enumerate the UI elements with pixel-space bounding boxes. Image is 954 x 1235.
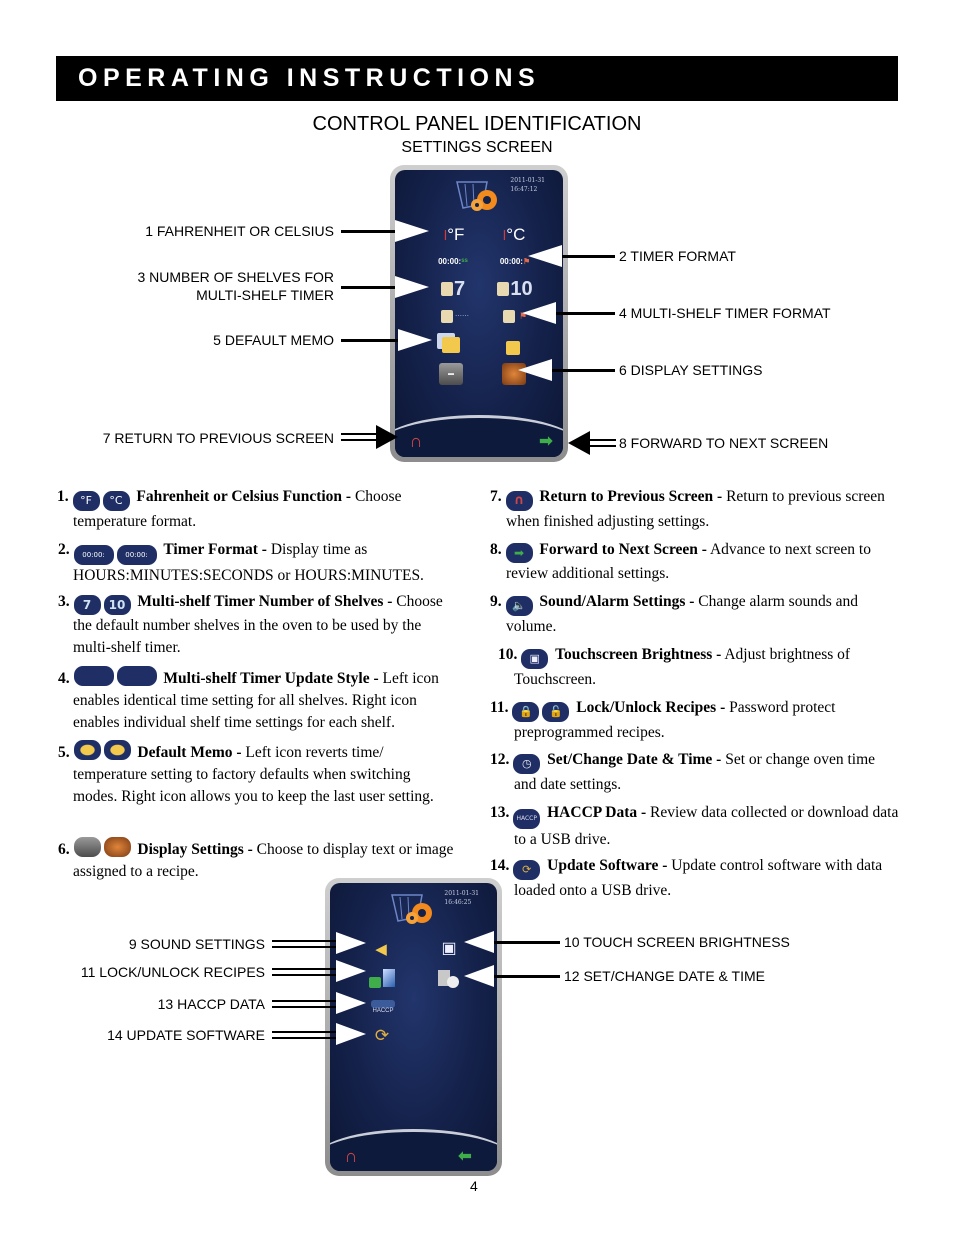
pointer-line [341, 230, 401, 233]
oven-rack-icon [497, 282, 509, 296]
return-arch-icon: ∩ [409, 430, 423, 451]
callout-4: 4 MULTI-SHELF TIMER FORMAT [619, 305, 831, 321]
arrow-icon [336, 932, 366, 954]
callout-7: 7 RETURN TO PREVIOUS SCREEN [102, 430, 334, 446]
back-arrow-button[interactable] [454, 1147, 476, 1165]
shelves-10-button[interactable]: 10 [495, 277, 535, 301]
haccp-icon: HACCP [513, 809, 540, 829]
desc-item-8: 8. ➡ Forward to Next Screen - Advance to next screen to review additional settings. [490, 541, 871, 582]
desc-item-14: 14. ⟳ Update Software - Update control software with data loaded onto a USB drive. [490, 857, 883, 899]
back-arrow-icon: ⬅ [458, 1148, 472, 1165]
callout-8: 8 FORWARD TO NEXT SCREEN [619, 435, 829, 451]
oven-rack-icon [441, 282, 453, 296]
thermometer-icon: ǀ [502, 227, 507, 243]
pointer-line [490, 941, 560, 944]
desc-item-5: 5. Default Memo - Left icon reverts time/ temperature setting to factory defaults when switching modes. Right icon allows you to keep the last user setting. [58, 740, 458, 808]
desc-item-10: 10. ▣ Touchscreen Brightness - Adjust brightness of Touchscreen. [498, 646, 851, 688]
timer-hm-icon: 00:00: [117, 545, 157, 565]
timer-hms-button[interactable]: 00:00: ss [438, 256, 468, 266]
oven-rack-icon [441, 310, 453, 323]
pointer-line [545, 369, 615, 372]
return-button[interactable] [405, 432, 427, 450]
desc-item-12: 12. ◷ Set/Change Date & Time - Set or change oven time and date settings. [490, 751, 876, 793]
section-title: CONTROL PANEL IDENTIFICATION [312, 113, 642, 135]
desc-item-13: 13. HACCP HACCP Data - Review data collected or download data to a USB drive. [490, 804, 899, 848]
section-subtitle: SETTINGS SCREEN [401, 139, 553, 156]
pointer-line [272, 1000, 340, 1008]
text-display-icon: ▬ [448, 371, 454, 377]
forward-icon: ➡ [506, 543, 533, 563]
arrow-icon [376, 425, 398, 449]
callout-1: 1 FAHRENHEIT OR CELSIUS [145, 223, 334, 239]
pointer-line [586, 439, 616, 447]
sound-settings-button[interactable] [370, 939, 392, 959]
arrow-icon [464, 965, 494, 987]
desc-item-3: 3. 7 10 Multi-shelf Timer Number of Shelves - Choose the default number shelves in the oven to be used by the multi-shelf timer. [58, 593, 443, 656]
pointer-line [341, 339, 401, 342]
callout-10: 10 TOUCH SCREEN BRIGHTNESS [564, 934, 790, 950]
fahrenheit-icon: °F [73, 491, 100, 511]
timer-hms-icon: 00:00: [74, 545, 114, 565]
callout-12: 12 SET/CHANGE DATE & TIME [564, 968, 765, 984]
lock-icon: 🔒 [512, 702, 539, 722]
settings-gear-logo-icon [388, 891, 440, 927]
update-software-button[interactable] [370, 1024, 394, 1048]
haccp-icon [371, 1000, 395, 1008]
celsius-icon: °C [103, 491, 130, 511]
arrow-icon [398, 329, 432, 351]
return-icon: ∩ [506, 491, 533, 511]
display-text-icon [74, 837, 101, 857]
shelves-7-icon: 7 [74, 595, 101, 615]
celsius-button[interactable]: ǀ °C [502, 225, 526, 244]
pointer-line [341, 433, 381, 441]
desc-item-1: 1. °F °C Fahrenheit or Celsius Function - Choose temperature format. [57, 488, 402, 530]
flag-icon: ⚑ [522, 256, 531, 266]
lock-unlock-button[interactable] [366, 966, 398, 990]
forward-arrow-icon: ➡ [539, 433, 553, 450]
memo-reset-icon [442, 337, 460, 353]
multi-shelf-identical-icon [74, 666, 114, 686]
settings-gear-logo-icon [453, 178, 505, 214]
screen-clock: 2011-01-31 16:46:25 [444, 890, 479, 906]
brightness-button[interactable] [438, 937, 460, 959]
multi-shelf-individual-icon [117, 666, 157, 686]
display-image-icon [104, 837, 131, 857]
arrow-icon [522, 302, 556, 324]
desc-item-4: 4. Multi-shelf Timer Update Style - Left icon enables identical time setting for all shelves. Right icon enables individual shelf time settings for each shelf. [58, 666, 458, 734]
pointer-line [272, 940, 340, 948]
arrow-icon [336, 992, 366, 1014]
arrow-icon [395, 220, 429, 242]
callout-13: 13 HACCP DATA [157, 996, 265, 1012]
update-software-icon: ⟳ [513, 860, 540, 880]
desc-item-2: 2. 00:00: 00:00: Timer Format - Display time as HOURS:MINUTES:SECONDS or HOURS:MINUTES. [58, 541, 424, 584]
haccp-data-button[interactable]: HACCP [366, 996, 400, 1018]
update-software-icon: ⟳ [374, 1026, 390, 1045]
shelves-10-icon: 10 [104, 595, 131, 615]
desc-item-6: 6. Display Settings - Choose to display text or image assigned to a recipe. [58, 837, 458, 883]
callout-2: 2 TIMER FORMAT [619, 248, 736, 264]
memo-keep-icon [506, 341, 520, 355]
callout-9: 9 SOUND SETTINGS [128, 936, 265, 952]
page-number: 4 [470, 1178, 478, 1194]
fahrenheit-button[interactable]: ǀ °F [443, 225, 465, 244]
pointer-line [490, 975, 560, 978]
callout-11: 11 LOCK/UNLOCK RECIPES [80, 964, 265, 980]
flag-icon: ⚑ [518, 310, 528, 321]
thermometer-icon: ǀ [443, 227, 448, 243]
memo-reset-icon [74, 740, 101, 760]
pointer-line [272, 968, 340, 976]
sound-icon: ◀ [375, 941, 387, 958]
unlock-icon: 🔓 [542, 702, 569, 722]
callout-14: 14 UPDATE SOFTWARE [107, 1027, 265, 1043]
unlock-icon [369, 977, 381, 988]
callout-3: 3 NUMBER OF SHELVES FOR MULTI-SHELF TIMER [137, 269, 334, 303]
date-time-button[interactable] [434, 966, 462, 990]
callout-6: 6 DISPLAY SETTINGS [619, 362, 763, 378]
sound-icon: 🔈 [506, 596, 533, 616]
recipe-book-icon [383, 969, 395, 987]
brightness-icon: ▣ [441, 940, 457, 957]
arrow-icon [336, 1023, 366, 1045]
memo-keep-icon [104, 740, 131, 760]
header-banner [56, 56, 898, 101]
desc-item-9: 9. 🔈 Sound/Alarm Settings - Change alarm sounds and volume. [490, 593, 858, 635]
arrow-icon [518, 359, 552, 381]
return-arch-icon: ∩ [344, 1145, 358, 1166]
screen-clock: 2011-01-31 16:47:12 [510, 177, 545, 193]
desc-item-11: 11. 🔒 🔓 Lock/Unlock Recipes - Password protect preprogrammed recipes. [490, 699, 836, 741]
return-button[interactable] [340, 1147, 362, 1165]
timer-hm-button[interactable]: 00:00: ⚑ [499, 256, 531, 266]
oven-rack-icon [503, 310, 515, 323]
display-text-button[interactable] [439, 363, 463, 385]
page-title: OPERATING INSTRUCTIONS [78, 64, 541, 92]
pointer-line [555, 255, 615, 258]
arrow-icon [568, 431, 590, 455]
arrow-icon [464, 931, 494, 953]
arrow-icon [528, 245, 562, 267]
shelves-7-button[interactable]: 7 [435, 277, 471, 301]
multi-shelf-identical-button[interactable] [435, 308, 475, 324]
default-memo-reset-button[interactable] [437, 333, 465, 357]
pointer-line [272, 1031, 340, 1039]
default-memo-keep-button[interactable] [501, 338, 525, 358]
dots-icon: ⋯⋯ [455, 313, 469, 320]
forward-button[interactable] [535, 432, 557, 450]
calendar-clock-icon: ◷ [513, 754, 540, 774]
arrow-icon [336, 960, 366, 982]
brightness-icon: ▣ [521, 649, 548, 669]
arrow-icon [395, 276, 429, 298]
pointer-line [341, 286, 401, 289]
clock-icon [447, 976, 459, 988]
desc-item-7: 7. ∩ Return to Previous Screen - Return to previous screen when finished adjusting settings. [490, 488, 885, 530]
callout-5: 5 DEFAULT MEMO [213, 332, 334, 348]
